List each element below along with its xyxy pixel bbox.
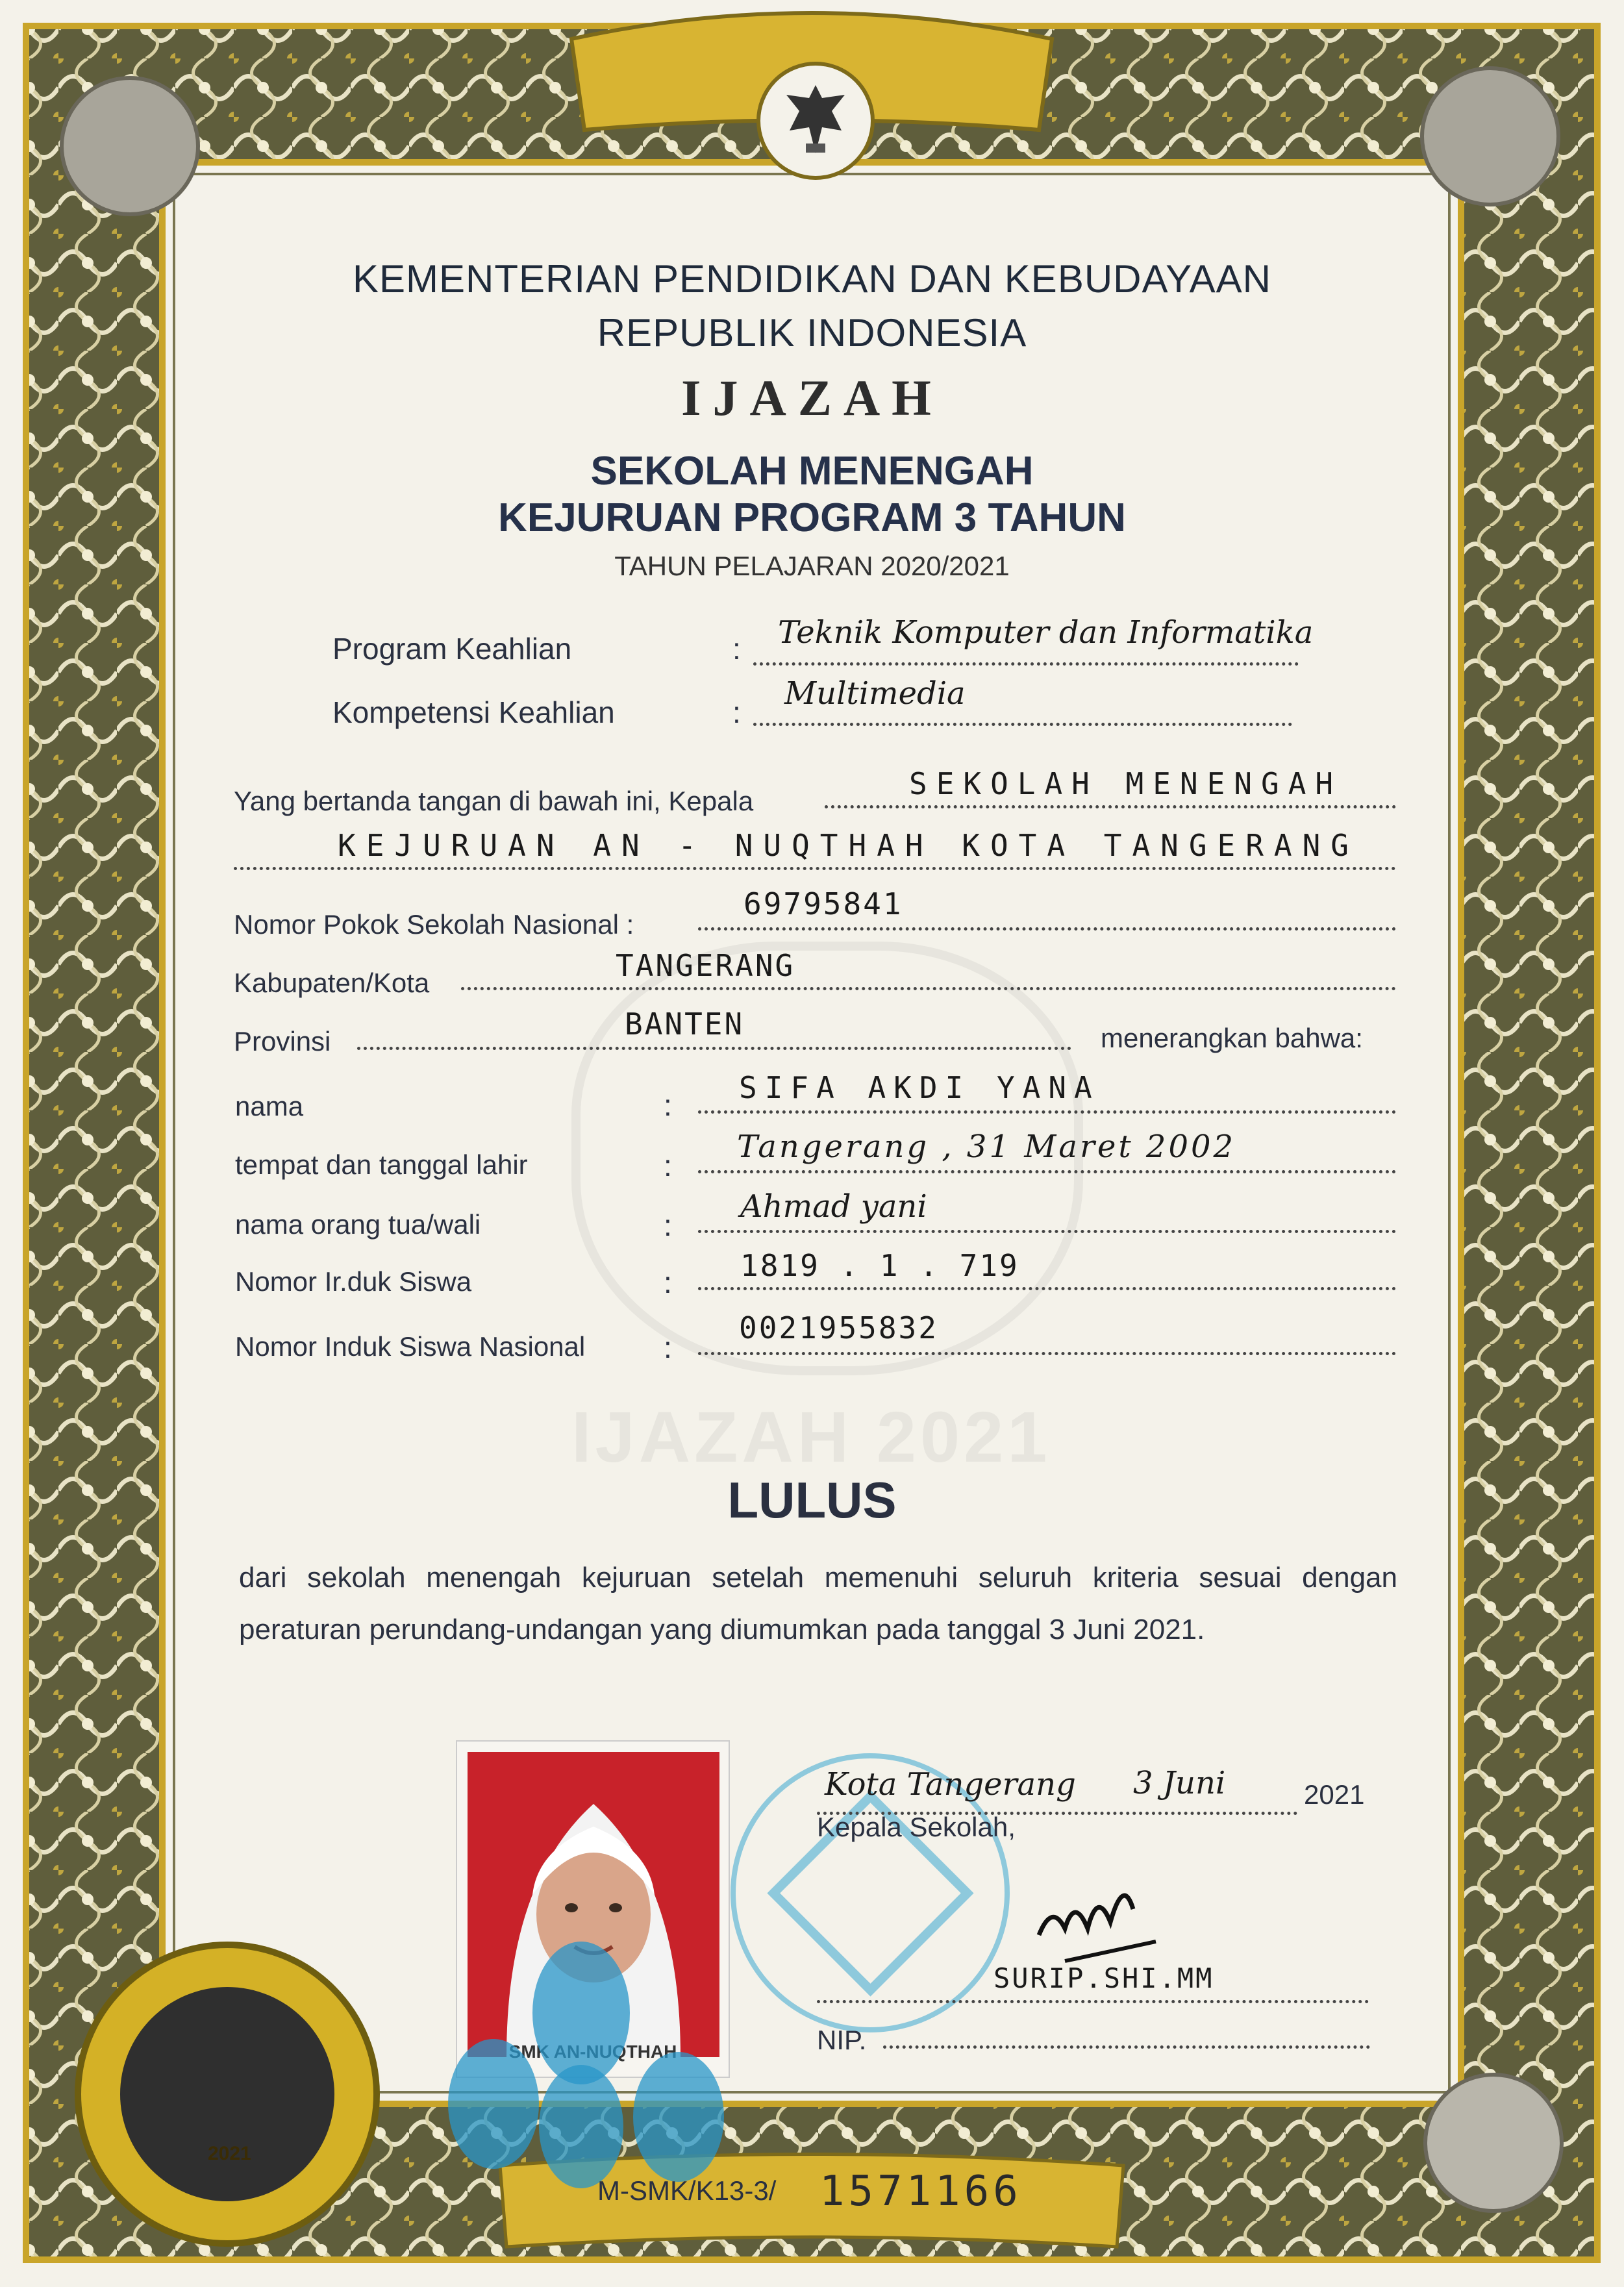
nis-colon: :	[664, 1266, 672, 1299]
serial-prefix: M-SMK/K13-3/	[597, 2175, 777, 2206]
province-dotted-line	[357, 1047, 1071, 1050]
watermark-text: IJAZAH 2021	[571, 1397, 1051, 1477]
birth-dotted-line	[698, 1170, 1396, 1173]
signer-name: SURIP.SHI.MM	[993, 1962, 1214, 1994]
school-type-line-2: KEJURUAN PROGRAM 3 TAHUN	[498, 495, 1126, 540]
npsn-value: 69795841	[743, 886, 903, 921]
city-label: Kabupaten/Kota	[234, 968, 430, 998]
city-dotted-line	[461, 987, 1396, 990]
school-intro-label: Yang bertanda tangan di bawah ini, Kepala	[234, 786, 754, 816]
program-dotted-line	[753, 662, 1299, 666]
fingerprint-icon	[448, 2039, 539, 2169]
graduation-status: LULUS	[727, 1471, 897, 1529]
graduation-statement: dari sekolah menengah kejuruan setelah memenuhi seluruh kriteria sesuai dengan peraturan perundang-undangan yang diumumkan pada tanggal 3 Juni 2021.	[239, 1562, 1397, 1645]
nisn-value: 0021955832	[739, 1310, 938, 1345]
academic-year: TAHUN PELAJARAN 2020/2021	[614, 551, 1010, 581]
fingerprint-icon	[539, 2065, 623, 2188]
nisn-label: Nomor Induk Siswa Nasional	[235, 1331, 586, 1362]
nis-value: 1819 . 1 . 719	[740, 1248, 1019, 1283]
school-name-line-1: SEKOLAH MENENGAH	[909, 766, 1343, 801]
province-label: Provinsi	[234, 1026, 331, 1056]
competency-value: Multimedia	[784, 675, 966, 712]
nisn-colon: :	[664, 1331, 672, 1364]
document-title: IJAZAH	[681, 369, 943, 426]
nisn-dotted-line	[698, 1352, 1396, 1355]
fingerprint-icon	[532, 1942, 630, 2084]
garuda-emblem-icon	[756, 62, 875, 180]
program-value: Teknik Komputer dan Informatika	[778, 614, 1314, 651]
birth-label: tempat dan tanggal lahir	[235, 1149, 528, 1180]
competency-dotted-line	[753, 723, 1292, 726]
signature-date: 3 Juni	[1133, 1765, 1226, 1801]
signature-place: Kota Tangerang	[825, 1766, 1076, 1803]
nip-dotted-line	[883, 2045, 1370, 2049]
fingerprint-icon	[633, 2052, 724, 2182]
nip-label: NIP.	[817, 2025, 867, 2055]
serial-number: 1571166	[819, 2168, 1022, 2216]
competency-label: Kompetensi Keahlian	[332, 695, 615, 729]
npsn-dotted-line	[698, 927, 1396, 931]
ministry-line-1: KEMENTERIAN PENDIDIKAN DAN KEBUDAYAAN	[352, 257, 1272, 301]
parent-colon: :	[664, 1208, 672, 1242]
parent-label: nama orang tua/wali	[235, 1209, 481, 1240]
declares-text: menerangkan bahwa:	[1101, 1023, 1363, 1053]
signature-role: Kepala Sekolah,	[817, 1812, 1016, 1842]
school-name-line-2: KEJURUAN AN - NUQTHAH KOTA TANGERANG	[338, 828, 1359, 863]
birth-value: Tangerang , 31 Maret 2002	[737, 1129, 1236, 1165]
nis-label: Nomor Ir.duk Siswa	[235, 1266, 472, 1297]
nis-dotted-line	[698, 1287, 1396, 1290]
photo-caption: SMK	[508, 2042, 549, 2062]
student-name-label: nama	[235, 1091, 304, 1121]
signature-year: 2021	[1304, 1779, 1365, 1810]
program-colon: :	[732, 632, 741, 666]
handwritten-signature-icon	[1026, 1864, 1182, 1968]
city-value: TANGERANG	[616, 948, 795, 983]
parent-dotted-line	[698, 1230, 1396, 1233]
parent-value: Ahmad yani	[740, 1188, 927, 1225]
school-type-line-1: SEKOLAH MENENGAH	[590, 449, 1034, 494]
competency-colon: :	[732, 695, 741, 729]
npsn-label: Nomor Pokok Sekolah Nasional :	[234, 909, 634, 940]
ministry-line-2: REPUBLIK INDONESIA	[597, 311, 1027, 355]
province-value: BANTEN	[625, 1006, 745, 1042]
seal-year: 2021	[208, 2143, 251, 2164]
birth-colon: :	[664, 1149, 672, 1182]
school-line2-dotted	[234, 867, 1396, 870]
student-name-value: SIFA AKDI YANA	[739, 1070, 1100, 1105]
school-line1-dotted	[825, 805, 1396, 808]
student-name-dotted-line	[698, 1110, 1396, 1114]
signer-name-dotted	[817, 2000, 1369, 2003]
student-name-colon: :	[664, 1088, 672, 1122]
program-label: Program Keahlian	[332, 632, 572, 666]
